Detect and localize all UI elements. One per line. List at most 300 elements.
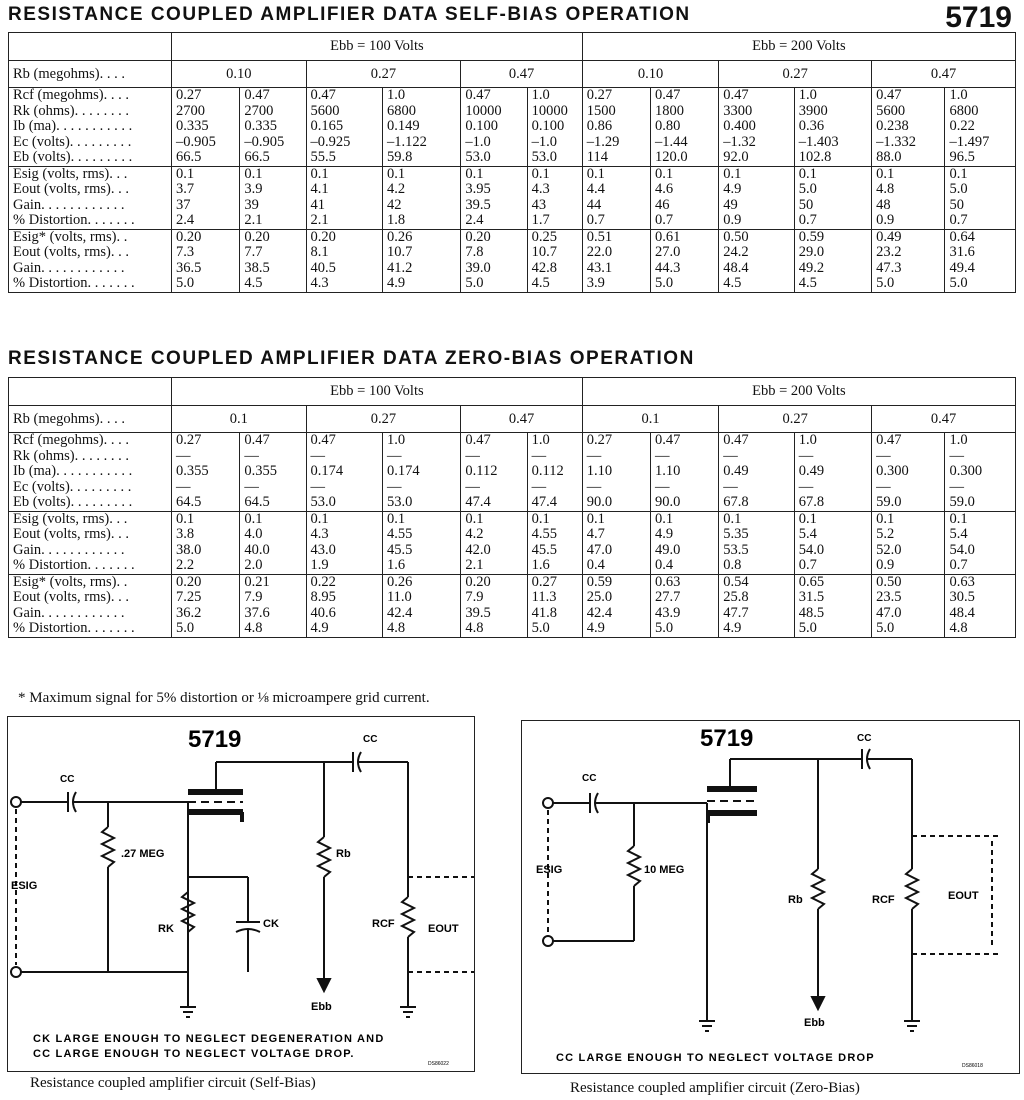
- table-cell: 54.0: [949, 541, 975, 558]
- table-cell: –1.332: [876, 133, 916, 150]
- table-cell: 43.0: [310, 541, 336, 558]
- table-cell: 0.149: [386, 118, 420, 134]
- table-cell: 42.4: [586, 604, 613, 621]
- table-cell: 4.8: [876, 181, 895, 197]
- table-cell: 0.1: [655, 166, 674, 182]
- table-cell: 3.8: [176, 526, 195, 542]
- table-cell: —: [949, 447, 964, 464]
- table-cell: 0.112: [531, 463, 564, 479]
- table-cell: 2.0: [244, 557, 263, 573]
- table-cell: 4.1: [310, 181, 329, 197]
- table-cell: 1.0: [531, 432, 550, 448]
- table-cell: 1.0: [798, 87, 817, 103]
- table-cell: 42.8: [531, 259, 558, 276]
- row-label: Rk (ohms). . . . . . . .: [13, 102, 129, 119]
- zero-bias-drawing-code: DS86018: [962, 1063, 983, 1069]
- table-cell: 30.5: [949, 589, 975, 605]
- table-cell: 4.0: [244, 526, 263, 542]
- table-cell: 1.0: [949, 87, 968, 103]
- table-cell: 5.0: [176, 275, 195, 291]
- row-label: Gain. . . . . . . . . . . .: [13, 541, 125, 558]
- row-label: % Distortion. . . . . . .: [13, 620, 135, 636]
- table-cell: 0.47: [465, 432, 491, 448]
- table-cell: —: [310, 447, 326, 464]
- row-label: Ec (volts). . . . . . . . .: [13, 133, 132, 150]
- table-cell: 40.0: [244, 541, 270, 558]
- table-cell: 0.1: [386, 166, 406, 182]
- table-cell: 53.0: [386, 494, 413, 510]
- table-cell: 4.9: [655, 526, 674, 542]
- row-label: Ib (ma). . . . . . . . . . .: [13, 463, 133, 479]
- table-cell: —: [655, 447, 670, 464]
- zero-bias-caption: Resistance coupled amplifier circuit (Zero-Bias): [570, 1080, 860, 1096]
- rb-value: 0.27: [719, 406, 872, 433]
- table-cell: 0.36: [798, 118, 825, 134]
- table-cell: 0.27: [586, 432, 613, 448]
- table-cell: –1.403: [798, 133, 839, 150]
- table-cell: 96.5: [949, 149, 975, 165]
- table-cell: 2.1: [465, 557, 484, 573]
- table-cell: 5.4: [949, 526, 968, 542]
- row-label: Eout (volts, rms). . .: [13, 589, 129, 605]
- table-cell: 4.8: [244, 620, 263, 636]
- table-cell: 8.95: [310, 589, 336, 605]
- table-cell: 10000: [531, 102, 568, 119]
- table-cell: 0.1: [244, 166, 263, 182]
- table-cell: 59.8: [386, 149, 413, 165]
- table-cell: —: [798, 478, 814, 495]
- table-cell: 40.6: [310, 604, 336, 621]
- table-cell: 4.8: [386, 620, 406, 636]
- table-cell: 0.47: [310, 432, 336, 448]
- footnote: * Maximum signal for 5% distortion or ⅛ microampere grid current.: [18, 690, 430, 706]
- table-cell: 2.4: [176, 212, 195, 228]
- table-cell: 0.165: [310, 118, 344, 134]
- table-cell: 4.8: [949, 620, 968, 636]
- table-cell: 0.27: [586, 87, 613, 103]
- self-bias-table: [8, 32, 1016, 293]
- table-row-group: [9, 166, 1016, 229]
- table-cell: 92.0: [723, 149, 749, 165]
- table-cell: 0.300: [876, 463, 909, 479]
- table-cell: 0.238: [876, 118, 909, 134]
- table-cell: 2700: [244, 102, 274, 119]
- table-cell: 1500: [586, 102, 616, 119]
- table-cell: 6800: [386, 102, 416, 119]
- rb-value: 0.27: [306, 61, 461, 88]
- table-cell: 7.7: [244, 244, 263, 260]
- table-cell: 41.8: [531, 604, 558, 621]
- table-cell: 0.1: [949, 511, 968, 527]
- ebb-header: Ebb = 200 Volts: [582, 378, 1015, 406]
- self-bias-tube-label: 5719: [188, 726, 242, 753]
- table-cell: 0.1: [465, 166, 484, 182]
- table-cell: 0.1: [723, 166, 742, 182]
- table-cell: 39: [244, 196, 259, 213]
- table-cell: 27.0: [655, 244, 681, 260]
- table-cell: 5.0: [176, 620, 195, 636]
- row-label: Ib (ma). . . . . . . . . . .: [13, 118, 133, 134]
- table-cell: –1.44: [655, 133, 688, 150]
- table-cell: 0.1: [798, 166, 817, 182]
- table-cell: 2700: [176, 102, 206, 119]
- table-cell: 0.64: [949, 229, 975, 245]
- table-cell: 0.4: [655, 557, 674, 573]
- table-cell: 0.335: [244, 118, 277, 134]
- self-bias-schematic: [8, 717, 474, 1071]
- table-cell: 53.0: [310, 494, 336, 510]
- table-cell: 0.1: [876, 511, 895, 527]
- table-cell: 10000: [465, 102, 502, 119]
- table-cell: 1.6: [531, 557, 550, 573]
- table-cell: 11.0: [386, 589, 412, 605]
- table-cell: 48.5: [798, 604, 825, 621]
- table-cell: 1.8: [386, 212, 406, 228]
- ebb-header: Ebb = 100 Volts: [172, 378, 583, 406]
- table-cell: 4.9: [723, 181, 742, 197]
- table-cell: 0.47: [723, 432, 749, 448]
- row-label: Esig* (volts, rms). .: [13, 574, 128, 590]
- zero-bias-rcf-label: RCF: [872, 894, 895, 906]
- self-bias-note-2: CC LARGE ENOUGH TO NEGLECT VOLTAGE DROP.: [33, 1048, 355, 1060]
- table-cell: 49.4: [949, 259, 975, 276]
- table-cell: 1.0: [949, 432, 968, 448]
- table-cell: 4.55: [531, 526, 558, 542]
- table-cell: 0.49: [798, 463, 825, 479]
- table-cell: 0.47: [655, 87, 681, 103]
- table-cell: 25.8: [723, 589, 749, 605]
- table-cell: 29.0: [798, 244, 825, 260]
- table-cell: 1.10: [655, 463, 681, 479]
- table-cell: —: [176, 447, 191, 464]
- table-cell: —: [586, 478, 602, 495]
- table-row-group: [9, 574, 1016, 637]
- rb-label: Rb (megohms). . . .: [9, 406, 172, 433]
- table-cell: 4.3: [310, 526, 329, 542]
- table-cell: 0.20: [310, 229, 336, 245]
- table-cell: —: [949, 478, 964, 495]
- table-cell: 0.86: [586, 118, 613, 134]
- table-cell: 5.0: [798, 620, 817, 636]
- row-label: Esig* (volts, rms). .: [13, 229, 128, 245]
- table-cell: 0.59: [586, 574, 613, 590]
- table-cell: 0.21: [244, 574, 270, 590]
- row-label: % Distortion. . . . . . .: [13, 275, 135, 291]
- self-bias-circuit-box: [7, 716, 475, 1072]
- row-label: Rcf (megohms). . . .: [13, 87, 129, 103]
- table-cell: 5.4: [798, 526, 817, 542]
- table-cell: 5.0: [798, 181, 817, 197]
- table-row-group: [9, 433, 1016, 512]
- table-cell: 0.27: [176, 432, 202, 448]
- table-cell: 0.355: [176, 463, 209, 479]
- table-cell: –0.905: [176, 133, 216, 150]
- table-cell: 48.4: [949, 604, 975, 621]
- table-cell: 1.7: [531, 212, 550, 228]
- row-label: Eb (volts). . . . . . . . .: [13, 494, 133, 510]
- table-cell: 52.0: [876, 541, 902, 558]
- self-bias-eout-label: EOUT: [428, 923, 459, 935]
- table-cell: 3.9: [586, 275, 605, 291]
- rb-value: 0.10: [582, 61, 719, 88]
- table-cell: 0.47: [655, 432, 681, 448]
- table-cell: —: [876, 447, 891, 464]
- table-cell: 0.9: [876, 212, 895, 228]
- table-cell: —: [386, 478, 402, 495]
- rb-value: 0.1: [582, 406, 719, 433]
- table-cell: 0.300: [949, 463, 983, 479]
- table-cell: 0.25: [531, 229, 558, 245]
- table-cell: 1.0: [531, 87, 550, 103]
- table-cell: 0.63: [655, 574, 681, 590]
- table-cell: 23.2: [876, 244, 902, 260]
- table-cell: 31.6: [949, 244, 975, 260]
- table-cell: 47.0: [876, 604, 902, 621]
- table-cell: 1.0: [386, 432, 406, 448]
- table-cell: 39.0: [465, 259, 491, 276]
- table-cell: –1.497: [949, 133, 990, 150]
- table-cell: 0.174: [386, 463, 420, 479]
- self-bias-rb-label: Rb: [336, 848, 351, 860]
- table-cell: 59.0: [876, 494, 902, 510]
- rb-value: 0.47: [872, 406, 1016, 433]
- table-cell: 5.0: [949, 181, 968, 197]
- table-cell: 0.1: [655, 511, 674, 527]
- table-cell: 0.47: [723, 87, 749, 103]
- rb-value: 0.27: [719, 61, 872, 88]
- row-label: Rk (ohms). . . . . . . .: [13, 447, 129, 464]
- table-cell: 40.5: [310, 259, 336, 276]
- table-cell: 0.47: [465, 87, 491, 103]
- table-cell: 0.1: [723, 511, 742, 527]
- table-cell: 64.5: [176, 494, 202, 510]
- table-cell: 2.4: [465, 212, 484, 228]
- table-cell: 4.4: [586, 181, 605, 197]
- table-cell: 23.5: [876, 589, 902, 605]
- row-label: Eout (volts, rms). . .: [13, 526, 129, 542]
- table-cell: 47.0: [586, 541, 613, 558]
- table-cell: 0.1: [586, 511, 605, 527]
- table-cell: 5.0: [949, 275, 968, 291]
- table-cell: 0.1: [176, 166, 195, 182]
- table-cell: 59.0: [949, 494, 975, 510]
- table-cell: 5600: [310, 102, 340, 119]
- table-cell: 37.6: [244, 604, 270, 621]
- table-cell: 0.1: [386, 511, 406, 527]
- table-cell: 42.4: [386, 604, 413, 621]
- table-cell: 3.9: [244, 181, 263, 197]
- table-cell: –1.122: [386, 133, 427, 150]
- table-cell: 0.20: [176, 229, 202, 245]
- table-cell: 49: [723, 196, 738, 213]
- table-cell: 43.9: [655, 604, 681, 621]
- table-cell: 4.6: [655, 181, 674, 197]
- table-cell: 3.7: [176, 181, 195, 197]
- table-cell: 36.5: [176, 259, 202, 276]
- self-bias-esig-label: ESIG: [11, 880, 38, 892]
- table-cell: 47.7: [723, 604, 749, 621]
- table-cell: 50: [798, 196, 814, 213]
- table-cell: 49.2: [798, 259, 825, 276]
- table-cell: 25.0: [586, 589, 613, 605]
- table-cell: 44.3: [655, 259, 681, 276]
- table-cell: 0.49: [876, 229, 902, 245]
- table-cell: 4.5: [798, 275, 817, 291]
- table-cell: 49.0: [655, 541, 681, 558]
- table-cell: –1.32: [723, 133, 756, 150]
- rb-value: 0.47: [872, 61, 1016, 88]
- table-cell: 0.47: [876, 432, 902, 448]
- ebb-header: Ebb = 100 Volts: [172, 33, 583, 61]
- table-cell: 0.1: [586, 166, 605, 182]
- table-cell: 53.0: [465, 149, 491, 165]
- table-cell: 0.7: [655, 212, 674, 228]
- self-bias-rg-label: .27 MEG: [121, 848, 165, 860]
- table-cell: —: [655, 478, 670, 495]
- table-cell: 4.5: [531, 275, 550, 291]
- table-cell: 42.0: [465, 541, 491, 558]
- row-label: Eout (volts, rms). . .: [13, 244, 129, 260]
- zero-bias-title: RESISTANCE COUPLED AMPLIFIER DATA ZERO-BIAS OPERATION: [8, 348, 695, 369]
- zero-bias-rb-label: Rb: [788, 894, 803, 906]
- table-cell: 0.9: [723, 212, 742, 228]
- table-cell: 7.9: [465, 589, 484, 605]
- table-cell: 4.9: [723, 620, 742, 636]
- self-bias-title: RESISTANCE COUPLED AMPLIFIER DATA SELF-BIAS OPERATION: [8, 4, 691, 25]
- row-label: Gain. . . . . . . . . . . .: [13, 259, 125, 276]
- table-cell: 37: [176, 196, 191, 213]
- table-cell: —: [798, 447, 814, 464]
- tube-number: 5719: [945, 1, 1012, 34]
- table-corner: [9, 378, 172, 406]
- table-cell: 0.50: [723, 229, 749, 245]
- table-cell: 22.0: [586, 244, 613, 260]
- table-cell: 0.80: [655, 118, 681, 134]
- table-cell: 5.0: [655, 620, 674, 636]
- table-cell: 0.1: [531, 511, 550, 527]
- table-cell: 120.0: [655, 149, 688, 165]
- table-cell: 0.47: [244, 432, 270, 448]
- row-label: Rcf (megohms). . . .: [13, 432, 129, 448]
- table-cell: 48: [876, 196, 891, 213]
- table-cell: 64.5: [244, 494, 270, 510]
- table-cell: 4.8: [465, 620, 484, 636]
- table-cell: 0.355: [244, 463, 277, 479]
- row-label: % Distortion. . . . . . .: [13, 557, 135, 573]
- self-bias-note-1: CK LARGE ENOUGH TO NEGLECT DEGENERATION AND: [33, 1033, 385, 1045]
- row-label: % Distortion. . . . . . .: [13, 212, 135, 228]
- table-cell: 0.63: [949, 574, 975, 590]
- table-cell: 0.27: [176, 87, 202, 103]
- table-cell: 0.9: [876, 557, 895, 573]
- table-cell: 0.7: [586, 212, 605, 228]
- table-cell: 42: [386, 196, 402, 213]
- table-cell: 41: [310, 196, 326, 213]
- table-cell: 0.1: [310, 511, 329, 527]
- table-cell: 90.0: [586, 494, 613, 510]
- table-cell: —: [244, 478, 259, 495]
- table-cell: 45.5: [386, 541, 413, 558]
- table-cell: 5.2: [876, 526, 895, 542]
- table-row-group: [9, 88, 1016, 167]
- table-cell: 0.61: [655, 229, 681, 245]
- self-bias-caption: Resistance coupled amplifier circuit (Self-Bias): [30, 1075, 316, 1091]
- table-cell: 47.4: [465, 494, 491, 510]
- zero-bias-esig-label: ESIG: [536, 864, 563, 876]
- table-cell: 38.5: [244, 259, 270, 276]
- zero-bias-eout-label: EOUT: [948, 890, 979, 902]
- table-cell: 0.65: [798, 574, 825, 590]
- row-label: Esig (volts, rms). . .: [13, 166, 128, 182]
- table-cell: 4.3: [531, 181, 550, 197]
- table-cell: 0.335: [176, 118, 209, 134]
- self-bias-drawing-code: DS86022: [428, 1061, 449, 1067]
- table-cell: 43.1: [586, 259, 613, 276]
- table-cell: 3.95: [465, 181, 491, 197]
- table-cell: 0.1: [876, 166, 895, 182]
- table-cell: 43: [531, 196, 547, 213]
- table-cell: 0.100: [531, 118, 565, 134]
- table-cell: 0.26: [386, 229, 413, 245]
- row-label: Eout (volts, rms). . .: [13, 181, 129, 197]
- rb-value: 0.1: [172, 406, 307, 433]
- zero-bias-note-1: CC LARGE ENOUGH TO NEGLECT VOLTAGE DROP: [556, 1052, 875, 1064]
- table-cell: 0.51: [586, 229, 613, 245]
- table-cell: —: [465, 478, 480, 495]
- table-cell: 41.2: [386, 259, 413, 276]
- rb-value: 0.10: [172, 61, 307, 88]
- table-cell: 0.1: [949, 166, 968, 182]
- table-cell: 27.7: [655, 589, 681, 605]
- self-bias-cc2-label: CC: [363, 734, 378, 745]
- table-cell: 0.20: [465, 229, 491, 245]
- table-cell: 0.1: [176, 511, 195, 527]
- table-cell: 5.0: [465, 275, 484, 291]
- table-cell: 4.9: [586, 620, 605, 636]
- table-cell: 0.20: [465, 574, 491, 590]
- zero-bias-ebb-label: Ebb: [804, 1017, 825, 1029]
- table-cell: 4.3: [310, 275, 329, 291]
- table-cell: 46: [655, 196, 670, 213]
- table-cell: 55.5: [310, 149, 336, 165]
- table-cell: 0.1: [798, 511, 817, 527]
- table-cell: 0.1: [310, 166, 329, 182]
- rb-value: 0.47: [461, 406, 582, 433]
- table-cell: 0.20: [176, 574, 202, 590]
- table-cell: 50: [949, 196, 964, 213]
- row-label: Esig (volts, rms). . .: [13, 511, 128, 527]
- table-cell: 10.7: [531, 244, 558, 260]
- table-cell: 0.112: [465, 463, 498, 479]
- table-cell: 38.0: [176, 541, 202, 558]
- table-cell: 39.5: [465, 196, 491, 213]
- table-cell: 67.8: [798, 494, 825, 510]
- table-cell: 36.2: [176, 604, 202, 621]
- table-cell: 4.5: [723, 275, 742, 291]
- table-cell: 5.0: [876, 620, 895, 636]
- self-bias-ebb-label: Ebb: [311, 1001, 332, 1013]
- table-cell: –1.0: [465, 133, 491, 150]
- table-cell: 0.1: [465, 511, 484, 527]
- table-cell: 2.1: [310, 212, 329, 228]
- table-cell: 8.1: [310, 244, 329, 260]
- table-cell: 0.100: [465, 118, 499, 134]
- table-cell: 0.22: [310, 574, 336, 590]
- table-cell: –1.0: [531, 133, 558, 150]
- self-bias-cc1-label: CC: [60, 774, 75, 785]
- table-cell: 7.9: [244, 589, 263, 605]
- table-cell: 0.47: [876, 87, 902, 103]
